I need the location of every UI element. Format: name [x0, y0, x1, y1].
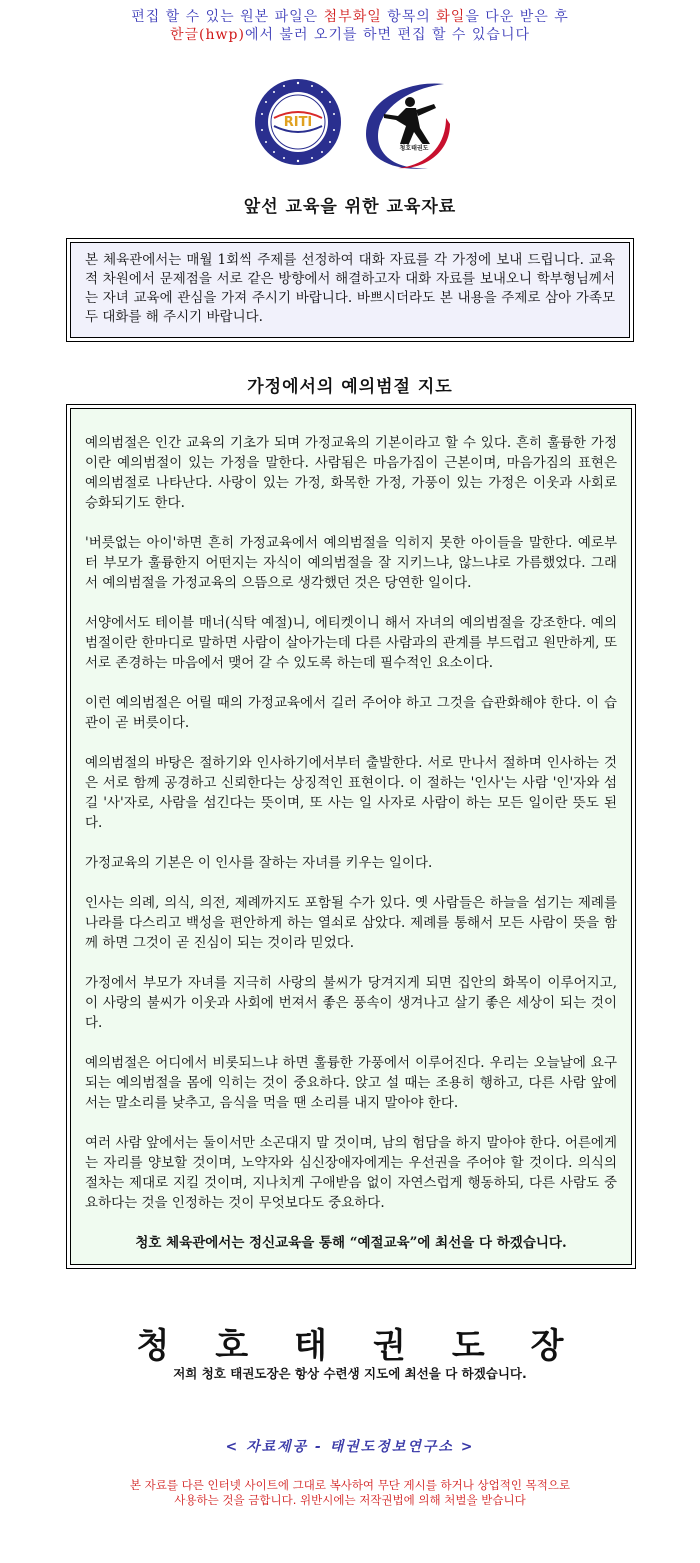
- notice-text: 을 다운 받은 후: [465, 9, 569, 25]
- notice-text: 항목의: [381, 9, 437, 25]
- top-notice: [0, 8, 700, 44]
- source-credit: < 자료제공 - 태권도정보연구소 >: [225, 1439, 475, 1455]
- article-paragraph: 서양에서도 테이블 매너(식탁 예절)니, 에티켓이니 해서 자녀의 예의범절을 강조한다. 예의범절이란 한마디로 말하면 사람이 살아가는데 다른 사람과의 관계를 부드럽고 원만하게, 또 서로 존경하는 마음에서 맺어 갈 수 있도록 하는데 필수적인 요소이다.: [85, 615, 617, 671]
- logo-row: [0, 78, 700, 178]
- article-paragraph: 여러 사람 앞에서는 둘이서만 소곤대지 말 것이며, 남의 험담을 하지 말아야 한다. 어른에게는 자리를 양보할 것이며, 노약자와 심신장애자에게는 우선권을 주어야 할 것이다. 의식의 절차는 제대로 지킬 것이며, 지나치게 구애받음 없이 자연스럽게 행동하되, 다른 사람도 중요하다는 것을 인정하는 것이 무엇보다도 중요하다.: [85, 1135, 617, 1211]
- file-highlight: 화일: [436, 9, 466, 25]
- topic-title: 가정에서의 예의범절 지도: [247, 377, 453, 397]
- attachment-highlight: 첨부화일: [323, 9, 382, 25]
- article-paragraph: 인사는 의례, 의식, 의전, 제례까지도 포함될 수가 있다. 옛 사람들은 하늘을 섬기는 제례를 나라를 다스리고 백성을 편안하게 하는 열쇠로 삼았다. 제례를 통해서 모든 사람이 뜻을 함께 하면 그것이 곧 진심이 되는 것이라 믿었다.: [85, 895, 617, 951]
- article-paragraph: '버릇없는 아이'하면 흔히 가정교육에서 예의범절을 익히지 못한 아이들을 말한다. 예로부터 부모가 훌륭한지 어떤지는 자식이 예의범절을 잘 지키느냐, 않느냐로 가름했었다. 그래서 예의범절을 가정교육의 으뜸으로 생각했던 것은 당연한 일이다.: [85, 535, 617, 591]
- article-paragraph: 예의범절은 어디에서 비롯되느냐 하면 훌륭한 가풍에서 이루어진다. 우리는 오늘날에 요구되는 예의범절을 몸에 익히는 것이 중요하다. 앉고 설 때는 조용히 행하고, 다른 사람 앞에서는 말소리를 낮추고, 음식을 먹을 땐 소리를 내지 말아야 한다.: [85, 1055, 617, 1111]
- article-box: [66, 404, 636, 1269]
- copyright-notice: [0, 1478, 700, 1508]
- article-paragraph: 가정에서 부모가 자녀를 지극히 사랑의 불씨가 당겨지게 되면 집안의 화목이 이루어지고, 이 사랑의 불씨가 이웃과 사회에 번져서 좋은 풍속이 생겨나고 살기 좋은 세상이 되는 것이다.: [85, 975, 617, 1031]
- intro-box: [66, 238, 634, 342]
- top-notice-line1: [0, 8, 700, 26]
- intro-text: 본 체육관에서는 매월 1회씩 주제를 선정하여 대화 자료를 각 가정에 보내 드립니다. 교육적 차원에서 문제점을 서로 같은 방향에서 해결하고자 대화 자료를 보내오니 학부형님께서는 자녀 교육에 관심을 가져 주시기 바랍니다. 바쁘시더라도 본 내용을 주제로 삼아 가족모두 대화를 해 주시기 바랍니다.: [70, 242, 630, 338]
- article-paragraph: 예의범절은 인간 교육의 기초가 되며 가정교육의 기본이라고 할 수 있다. 흔히 훌륭한 가정이란 예의범절이 있는 가정을 말한다. 사람됨은 마음가짐이 근본이며, 마음가짐의 표현은 예의범절로 나타난다. 사랑이 있는 가정, 화목한 가정, 가풍이 있는 가정은 이웃과 사회로 승화되기도 한다.: [85, 435, 617, 511]
- dojang-tagline: 저희 청호 태권도장은 항상 수련생 지도에 최선을 다 하겠습니다.: [173, 1366, 527, 1381]
- page-title: 앞선 교육을 위한 교육자료: [243, 197, 457, 217]
- notice-text: 편집 할 수 있는 원본 파일은: [131, 9, 324, 25]
- cheongho-logo: [360, 78, 450, 176]
- closing-statement: 청호 체육관에서는 정신교육을 통해 “예절교육”에 최선을 다 하겠습니다.: [135, 1235, 567, 1251]
- article-paragraph: 가정교육의 기본은 이 인사를 잘하는 자녀를 키우는 일이다.: [85, 855, 433, 871]
- riti-logo-text: RITI: [283, 115, 313, 130]
- riti-logo: [254, 78, 342, 166]
- article-body: [70, 408, 632, 1265]
- notice-text: 에서 불러 오기를 하면 편집 할 수 있습니다: [244, 27, 530, 43]
- top-notice-line2: [0, 26, 700, 44]
- article-paragraph: 예의범절의 바탕은 절하기와 인사하기에서부터 출발한다. 서로 만나서 절하며 인사하는 것은 서로 함께 공경하고 신뢰한다는 상징적인 표현이다. 이 절하는 '인사'는 사람 '인'자와 섬길 '사'자로, 사람을 섬긴다는 뜻이며, 또 사는 일 사자로 사람이 하는 모든 일이란 뜻도 된다.: [85, 755, 617, 831]
- copyright-line: 사용하는 것을 금합니다. 위반시에는 저작권법에 의해 처벌을 받습니다: [174, 1493, 526, 1507]
- dojang-name: 청호태권도장: [136, 1326, 610, 1366]
- hwp-highlight: 한글(hwp): [170, 27, 245, 43]
- cheongho-logo-text: 청호태권도: [399, 145, 429, 152]
- article-paragraph: 이런 예의범절은 어릴 때의 가정교육에서 길러 주어야 하고 그것을 습관화해야 한다. 이 습관이 곧 버릇이다.: [85, 695, 617, 731]
- copyright-line: 본 자료를 다른 인터넷 사이트에 그대로 복사하여 무단 게시를 하거나 상업적인 목적으로: [129, 1478, 571, 1492]
